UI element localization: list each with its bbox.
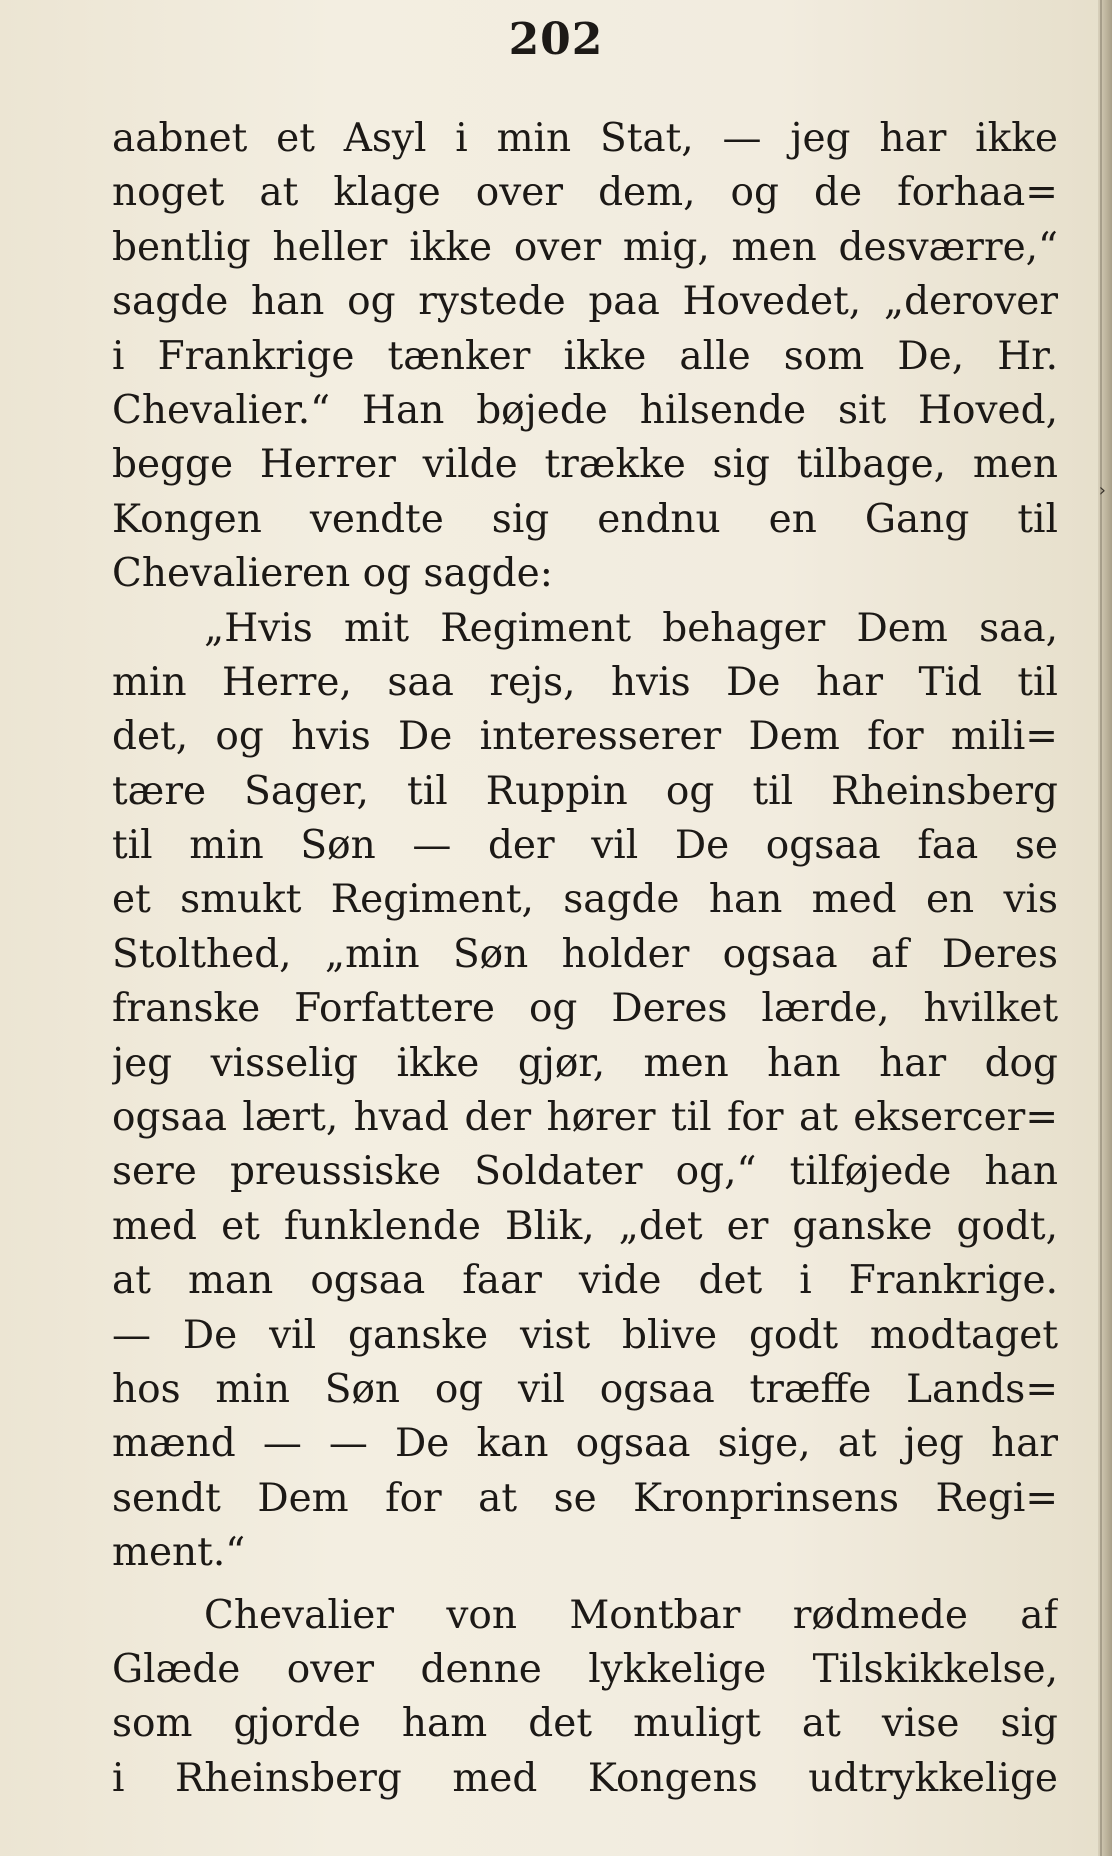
body-text (112, 112, 1058, 1806)
text-line: aabnet et Asyl i min Stat, — jeg har ikke (112, 116, 1058, 161)
text-line: Chevalier von Montbar rødmede af (204, 1592, 1058, 1638)
text-line: franske Forfattere og Deres lærde, hvilket (112, 986, 1058, 1032)
text-line: Glæde over denne lykkelige Tilskikkelse, (112, 1646, 1058, 1692)
text-line: sendt Dem for at se Kronprinsens Regi= (112, 1475, 1058, 1521)
text-line: ment.“ (112, 1530, 246, 1576)
text-line: jeg visselig ikke gjør, men han har dog (112, 1040, 1058, 1086)
text-line: hos min Søn og vil ogsaa træffe Lands= (112, 1366, 1058, 1412)
page-edge-line (1100, 0, 1102, 1856)
text-line: Stolthed, „min Søn holder ogsaa af Deres (112, 931, 1058, 977)
text-line: „Hvis mit Regiment behager Dem saa, (204, 605, 1058, 651)
text-line: Chevalieren og sagde: (112, 551, 553, 597)
text-line: ogsaa lært, hvad der hører til for at eksercer= (112, 1095, 1058, 1141)
text-line: med et funklende Blik, „det er ganske godt, (112, 1203, 1058, 1249)
text-line: at man ogsaa faar vide det i Frankrige. (112, 1258, 1058, 1304)
text-line: tære Sager, til Ruppin og til Rheinsberg (112, 768, 1058, 814)
text-line: min Herre, saa rejs, hvis De har Tid til (112, 659, 1058, 705)
page-number: 202 (508, 14, 604, 65)
text-line: til min Søn — der vil De ogsaa faa se (112, 823, 1058, 869)
text-line: Chevalier.“ Han bøjede hilsende sit Hoved, (112, 387, 1058, 433)
text-line: — De vil ganske vist blive godt modtaget (112, 1312, 1058, 1358)
text-line: begge Herrer vilde trække sig tilbage, men (112, 442, 1058, 488)
text-line: som gjorde ham det muligt at vise sig (112, 1701, 1058, 1747)
text-line: mænd — — De kan ogsaa sige, at jeg har (112, 1421, 1058, 1467)
text-line: Kongen vendte sig endnu en Gang til (112, 496, 1058, 542)
text-line: sere preussiske Soldater og,“ tilføjede han (112, 1149, 1058, 1195)
text-line: et smukt Regiment, sagde han med en vis (112, 877, 1058, 923)
text-line: sagde han og rystede paa Hovedet, „derover (112, 279, 1058, 325)
text-line: noget at klage over dem, og de forhaa= (112, 170, 1058, 216)
text-line: i Rheinsberg med Kongens udtrykkelige (112, 1755, 1058, 1801)
margin-mark-icon: › (1098, 480, 1106, 501)
text-line: det, og hvis De interesserer Dem for mili= (112, 714, 1058, 760)
text-line: i Frankrige tænker ikke alle som De, Hr. (112, 333, 1058, 379)
text-line: bentlig heller ikke over mig, men desværre,“ (112, 224, 1058, 270)
